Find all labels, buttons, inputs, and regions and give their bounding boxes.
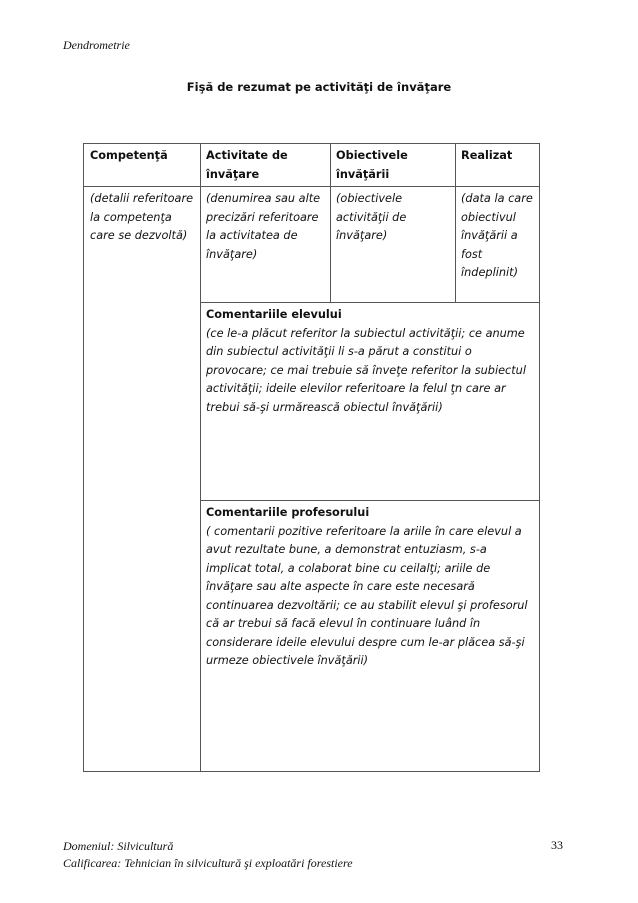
student-comments-label: Comentariile elevului bbox=[206, 308, 342, 321]
teacher-comments-cell bbox=[201, 501, 540, 772]
student-comments-cell bbox=[201, 303, 540, 501]
teacher-comments-label: Comentariile profesorului bbox=[206, 506, 370, 519]
page-footer bbox=[63, 838, 353, 871]
learning-activity-table bbox=[83, 143, 540, 772]
teacher-comments-text: ( comentarii pozitive referitoare la ariile în care elevul a avut rezultate bune, a demonstrat entuziasm, s-a implicat total, a colaborat bine cu ceilalţi; ariile de învăţare sau alte aspecte în care este necesară continuarea dezvoltării; ce au stabilit elevul şi profesorul că ar trebui să facă elevul în continuare luând în considerare ideile elevului despre cum le-ar plăcea să-şi urmeze obiectivele învăţării) bbox=[206, 524, 528, 667]
activity-cell: (denumirea sau alte precizări referitoare la activitatea de învăţare) bbox=[201, 187, 331, 303]
achieved-cell: (data la care obiectivul învăţării a fost îndeplinit) bbox=[456, 187, 540, 303]
footer-qualification: Calificarea: Tehnician în silvicultură şi exploatări forestiere bbox=[63, 855, 353, 870]
running-header: Dendrometrie bbox=[63, 38, 130, 52]
competence-cell: (detalii referitoare la competenţa care se dezvoltă) bbox=[84, 187, 201, 772]
objectives-cell: (obiectivele activităţii de învăţare) bbox=[331, 187, 456, 303]
header-competence: Competenţă bbox=[84, 144, 201, 187]
page-title: Fişă de rezumat pe activităţi de învăţare bbox=[186, 80, 452, 94]
footer-domain: Domeniul: Silvicultură bbox=[63, 839, 174, 853]
header-learning-activity: Activitate de învăţare bbox=[201, 144, 331, 187]
table-row bbox=[84, 187, 540, 303]
header-learning-objectives: Obiectivele învăţării bbox=[331, 144, 456, 187]
page-number: 33 bbox=[551, 838, 563, 852]
student-comments-text: (ce le-a plăcut referitor la subiectul activităţii; ce anume din subiectul activităţii li s-a părut a constitui o provocare; ce mai trebuie să înveţe referitor la subiectul activităţii; ideile elevilor referitoare la felul ţn care ar trebui să-şi urmărească obiectul învăţării) bbox=[206, 326, 526, 414]
table-header-row bbox=[84, 144, 540, 187]
header-achieved: Realizat bbox=[456, 144, 540, 187]
